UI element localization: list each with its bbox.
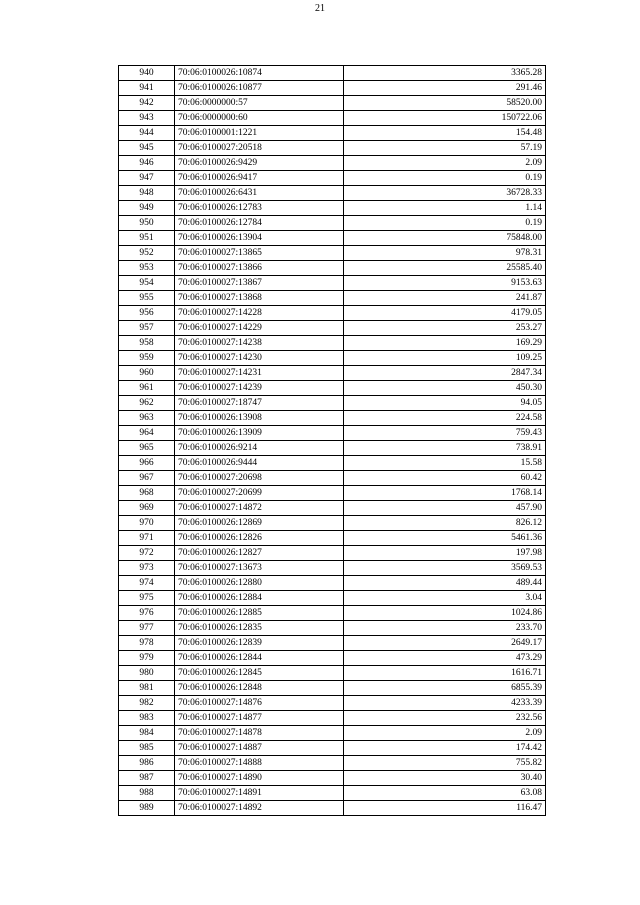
table-row [119, 471, 546, 486]
cadastral-number: 70:06:0100027:18747 [175, 396, 344, 411]
row-number: 975 [119, 591, 175, 606]
cadastral-number: 70:06:0100026:12826 [175, 531, 344, 546]
table-row [119, 426, 546, 441]
cadastral-number: 70:06:0100027:14891 [175, 786, 344, 801]
row-number: 942 [119, 96, 175, 111]
cadastral-number: 70:06:0100027:14892 [175, 801, 344, 816]
table-row [119, 516, 546, 531]
area-value: 241.87 [344, 291, 546, 306]
area-value: 3365.28 [344, 66, 546, 81]
table-row [119, 681, 546, 696]
cadastral-number: 70:06:0100027:14876 [175, 696, 344, 711]
cadastral-number: 70:06:0100027:14238 [175, 336, 344, 351]
table-row [119, 756, 546, 771]
area-value: 759.43 [344, 426, 546, 441]
row-number: 958 [119, 336, 175, 351]
area-value: 15.58 [344, 456, 546, 471]
row-number: 965 [119, 441, 175, 456]
table-row [119, 501, 546, 516]
row-number: 985 [119, 741, 175, 756]
table-row [119, 231, 546, 246]
row-number: 951 [119, 231, 175, 246]
area-value: 1024.86 [344, 606, 546, 621]
row-number: 955 [119, 291, 175, 306]
table-row [119, 321, 546, 336]
area-value: 60.42 [344, 471, 546, 486]
cadastral-number: 70:06:0100026:12884 [175, 591, 344, 606]
area-value: 150722.06 [344, 111, 546, 126]
area-value: 197.98 [344, 546, 546, 561]
cadastral-number: 70:06:0100026:12784 [175, 216, 344, 231]
cadastral-number: 70:06:0100026:9214 [175, 441, 344, 456]
cadastral-number: 70:06:0100026:12848 [175, 681, 344, 696]
row-number: 964 [119, 426, 175, 441]
table-row [119, 246, 546, 261]
cadastral-table [118, 65, 546, 816]
table-row [119, 651, 546, 666]
table-row [119, 141, 546, 156]
row-number: 961 [119, 381, 175, 396]
table-row [119, 786, 546, 801]
area-value: 3569.53 [344, 561, 546, 576]
row-number: 978 [119, 636, 175, 651]
area-value: 2.09 [344, 726, 546, 741]
area-value: 58520.00 [344, 96, 546, 111]
cadastral-number: 70:06:0100026:10874 [175, 66, 344, 81]
row-number: 948 [119, 186, 175, 201]
row-number: 940 [119, 66, 175, 81]
area-value: 57.19 [344, 141, 546, 156]
area-value: 154.48 [344, 126, 546, 141]
row-number: 974 [119, 576, 175, 591]
table-row [119, 621, 546, 636]
cadastral-number: 70:06:0100027:20699 [175, 486, 344, 501]
area-value: 6855.39 [344, 681, 546, 696]
area-value: 4233.39 [344, 696, 546, 711]
cadastral-number: 70:06:0100026:12827 [175, 546, 344, 561]
row-number: 982 [119, 696, 175, 711]
table-row [119, 801, 546, 816]
row-number: 941 [119, 81, 175, 96]
area-value: 1.14 [344, 201, 546, 216]
table-row [119, 201, 546, 216]
row-number: 952 [119, 246, 175, 261]
area-value: 2847.34 [344, 366, 546, 381]
row-number: 981 [119, 681, 175, 696]
row-number: 988 [119, 786, 175, 801]
cadastral-number: 70:06:0100026:12880 [175, 576, 344, 591]
cadastral-number: 70:06:0100026:12845 [175, 666, 344, 681]
table-row [119, 576, 546, 591]
table-row [119, 636, 546, 651]
area-value: 978.31 [344, 246, 546, 261]
cadastral-number: 70:06:0100026:10877 [175, 81, 344, 96]
cadastral-number: 70:06:0000000:57 [175, 96, 344, 111]
row-number: 954 [119, 276, 175, 291]
area-value: 174.42 [344, 741, 546, 756]
area-value: 116.47 [344, 801, 546, 816]
row-number: 984 [119, 726, 175, 741]
area-value: 489.44 [344, 576, 546, 591]
row-number: 966 [119, 456, 175, 471]
cadastral-number: 70:06:0100027:14878 [175, 726, 344, 741]
table-row [119, 396, 546, 411]
area-value: 738.91 [344, 441, 546, 456]
area-value: 291.46 [344, 81, 546, 96]
area-value: 30.40 [344, 771, 546, 786]
table-row [119, 711, 546, 726]
table-row [119, 771, 546, 786]
row-number: 979 [119, 651, 175, 666]
table-row [119, 441, 546, 456]
cadastral-number: 70:06:0100026:12844 [175, 651, 344, 666]
table-row [119, 66, 546, 81]
area-value: 2649.17 [344, 636, 546, 651]
table-row [119, 366, 546, 381]
cadastral-number: 70:06:0100027:20698 [175, 471, 344, 486]
row-number: 980 [119, 666, 175, 681]
table-row [119, 486, 546, 501]
cadastral-number: 70:06:0100026:12885 [175, 606, 344, 621]
row-number: 944 [119, 126, 175, 141]
area-value: 224.58 [344, 411, 546, 426]
table-row [119, 111, 546, 126]
table-row [119, 411, 546, 426]
area-value: 36728.33 [344, 186, 546, 201]
row-number: 957 [119, 321, 175, 336]
cadastral-number: 70:06:0100026:6431 [175, 186, 344, 201]
cadastral-number: 70:06:0100026:12869 [175, 516, 344, 531]
cadastral-number: 70:06:0100026:12835 [175, 621, 344, 636]
area-value: 25585.40 [344, 261, 546, 276]
row-number: 960 [119, 366, 175, 381]
cadastral-number: 70:06:0100026:9429 [175, 156, 344, 171]
area-value: 3.04 [344, 591, 546, 606]
table-row [119, 606, 546, 621]
cadastral-number: 70:06:0100027:14888 [175, 756, 344, 771]
area-value: 5461.36 [344, 531, 546, 546]
table-row [119, 531, 546, 546]
row-number: 969 [119, 501, 175, 516]
table-row [119, 96, 546, 111]
table-row [119, 306, 546, 321]
row-number: 950 [119, 216, 175, 231]
cadastral-number: 70:06:0100026:9444 [175, 456, 344, 471]
row-number: 973 [119, 561, 175, 576]
cadastral-number: 70:06:0100027:14872 [175, 501, 344, 516]
table-row [119, 351, 546, 366]
cadastral-number: 70:06:0100027:20518 [175, 141, 344, 156]
area-value: 232.56 [344, 711, 546, 726]
table-row [119, 726, 546, 741]
area-value: 457.90 [344, 501, 546, 516]
row-number: 987 [119, 771, 175, 786]
cadastral-number: 70:06:0100026:9417 [175, 171, 344, 186]
row-number: 943 [119, 111, 175, 126]
table-body [119, 66, 546, 816]
cadastral-number: 70:06:0100027:14239 [175, 381, 344, 396]
cadastral-number: 70:06:0100026:12783 [175, 201, 344, 216]
table-row [119, 216, 546, 231]
cadastral-number: 70:06:0100027:14877 [175, 711, 344, 726]
area-value: 826.12 [344, 516, 546, 531]
area-value: 1616.71 [344, 666, 546, 681]
cadastral-number: 70:06:0100026:13908 [175, 411, 344, 426]
area-value: 450.30 [344, 381, 546, 396]
row-number: 967 [119, 471, 175, 486]
row-number: 945 [119, 141, 175, 156]
row-number: 977 [119, 621, 175, 636]
row-number: 946 [119, 156, 175, 171]
area-value: 473.29 [344, 651, 546, 666]
cadastral-number: 70:06:0100027:14890 [175, 771, 344, 786]
area-value: 4179.05 [344, 306, 546, 321]
row-number: 959 [119, 351, 175, 366]
area-value: 9153.63 [344, 276, 546, 291]
row-number: 983 [119, 711, 175, 726]
row-number: 970 [119, 516, 175, 531]
table-row [119, 456, 546, 471]
cadastral-number: 70:06:0100027:14231 [175, 366, 344, 381]
table-row [119, 276, 546, 291]
row-number: 989 [119, 801, 175, 816]
table-row [119, 126, 546, 141]
area-value: 233.70 [344, 621, 546, 636]
cadastral-number: 70:06:0100027:14228 [175, 306, 344, 321]
row-number: 962 [119, 396, 175, 411]
cadastral-number: 70:06:0100027:13673 [175, 561, 344, 576]
area-value: 0.19 [344, 216, 546, 231]
row-number: 953 [119, 261, 175, 276]
table-row [119, 546, 546, 561]
row-number: 949 [119, 201, 175, 216]
table-row [119, 696, 546, 711]
cadastral-number: 70:06:0100027:14887 [175, 741, 344, 756]
table-row [119, 561, 546, 576]
row-number: 947 [119, 171, 175, 186]
row-number: 976 [119, 606, 175, 621]
row-number: 986 [119, 756, 175, 771]
cadastral-number: 70:06:0100026:13909 [175, 426, 344, 441]
row-number: 968 [119, 486, 175, 501]
row-number: 963 [119, 411, 175, 426]
area-value: 169.29 [344, 336, 546, 351]
table-row [119, 186, 546, 201]
table-row [119, 381, 546, 396]
table-row [119, 291, 546, 306]
table-row [119, 666, 546, 681]
area-value: 2.09 [344, 156, 546, 171]
area-value: 109.25 [344, 351, 546, 366]
area-value: 0.19 [344, 171, 546, 186]
cadastral-number: 70:06:0100027:14230 [175, 351, 344, 366]
cadastral-number: 70:06:0100027:13866 [175, 261, 344, 276]
table-row [119, 156, 546, 171]
table-row [119, 591, 546, 606]
cadastral-number: 70:06:0100026:12839 [175, 636, 344, 651]
table-row [119, 171, 546, 186]
cadastral-number: 70:06:0100027:13868 [175, 291, 344, 306]
cadastral-number: 70:06:0100026:13904 [175, 231, 344, 246]
area-value: 63.08 [344, 786, 546, 801]
row-number: 956 [119, 306, 175, 321]
page-number: 21 [315, 3, 325, 14]
cadastral-number: 70:06:0100001:1221 [175, 126, 344, 141]
area-value: 1768.14 [344, 486, 546, 501]
cadastral-number: 70:06:0100027:13865 [175, 246, 344, 261]
area-value: 94.05 [344, 396, 546, 411]
area-value: 253.27 [344, 321, 546, 336]
cadastral-number: 70:06:0000000:60 [175, 111, 344, 126]
table-row [119, 81, 546, 96]
cadastral-number: 70:06:0100027:14229 [175, 321, 344, 336]
cadastral-number: 70:06:0100027:13867 [175, 276, 344, 291]
row-number: 972 [119, 546, 175, 561]
area-value: 75848.00 [344, 231, 546, 246]
table-row [119, 336, 546, 351]
row-number: 971 [119, 531, 175, 546]
table-row [119, 741, 546, 756]
table-row [119, 261, 546, 276]
area-value: 755.82 [344, 756, 546, 771]
